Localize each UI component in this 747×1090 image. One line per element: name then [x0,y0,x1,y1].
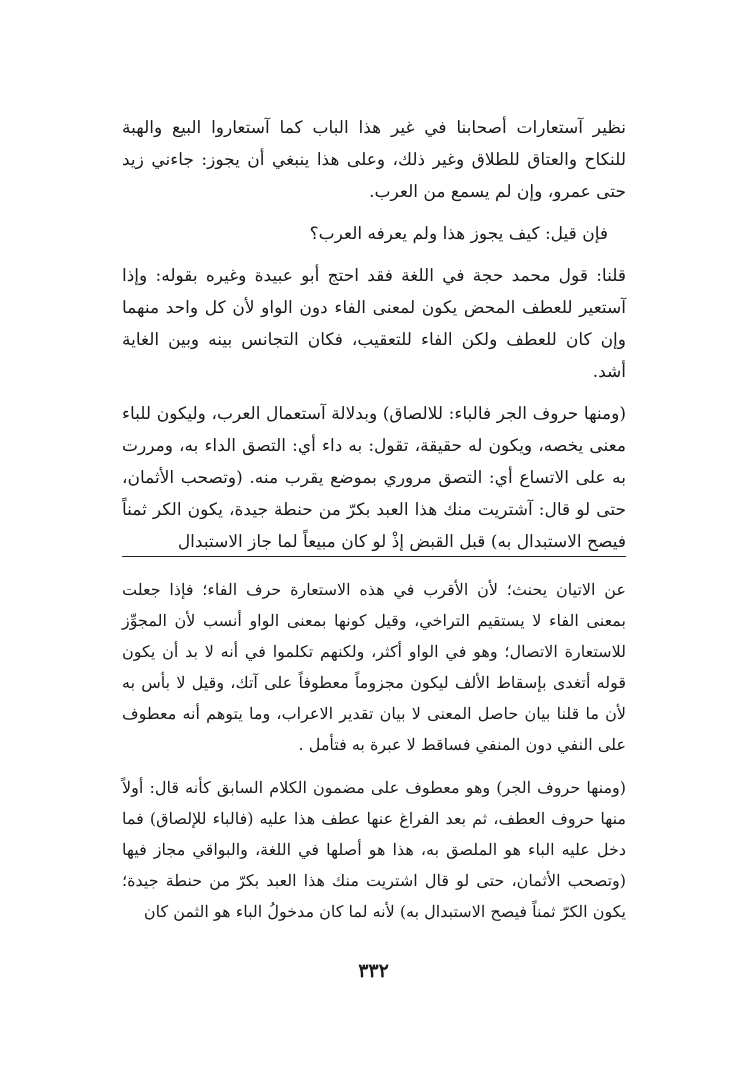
footnote-divider [122,556,626,557]
footnote-text [122,574,626,939]
main-paragraph-2: فإن قيل: كيف يجوز هذا ولم يعرفه العرب؟ [309,224,608,244]
footnote-paragraph-2: (ومنها حروف الجر) وهو معطوف على مضمون الكلام السابق كأنه قال: أولاً منها حروف العطف، ثم بعد الفراغ عنها عطف هذا عليه (فالباء للإلصاق) فما دخل عليه الباء هو الملصق به، هذا هو أصلها في اللغة، والبواقي مجاز فيها (وتصحب الأثمان، حتى لو قال اشتريت منك هذا العبد بكرّ من حنطة جيدة؛ يكون الكرّ ثمناً فيصح الاستبدال به) لأنه لما كان مدخولُ الباء هو الثمن كان [122,778,627,921]
main-paragraph-3: قلنا: قول محمد حجة في اللغة فقد احتج أبو عبيدة وغيره بقوله: وإذا آستعير للعطف المحض يكون لمعنى الفاء دون الواو لأن كل واحد منهما وإن كان للعطف ولكن الفاء للتعقيب، فكان التجانس بينه وبين الغاية أشد. [122,266,626,382]
page-number: ٣٣٢ [358,960,389,982]
main-paragraph-1: نظير آستعارات أصحابنا في غير هذا الباب كما آستعاروا البيع والهبة للنكاح والعتاق للطلاق وغير ذلك، وعلى هذا ينبغي أن يجوز: جاءني زيد حتى عمرو، وإن لم يسمع من العرب. [122,118,626,202]
main-paragraph-4: (ومنها حروف الجر فالباء: للالصاق) وبدلالة آستعمال العرب، وليكون للباء معنى يخصه، ويكون له حقيقة، تقول: به داء أي: التصق الداء به، ومررت به على الاتساع أي: التصق مروري بموضع يقرب منه. (وتصحب الأثمان، حتى لو قال: آشتريت منك هذا العبد بكرّ من حنطة جيدة، يكون الكر ثمناً فيصح الاستبدال به) قبل القبض إذْ لو كان مبيعاً لما جاز الاستبدال [122,404,626,552]
footnote-paragraph-1: عن الاتيان يحنث؛ لأن الأقرب في هذه الاستعارة حرف الفاء؛ فإذا جعلت بمعنى الفاء لا يستقيم التراخي، وقيل كونها بمعنى الواو أنسب لأن المجوِّز للاستعارة الاتصال؛ وهو في الواو أكثر، ولكنهم تكلموا في أنه لا بد أن يكون قوله أتغدى بإسقاط الألف ليكون مجزوماً معطوفاً على آتك، وقيل لا بأس به لأن ما قلنا بيان حاصل المعنى لا بيان تقدير الاعراب، وما يتوهم أنه معطوف على النفي دون المنفي فساقط لا عبرة به فتأمل . [122,580,626,754]
main-text [122,112,626,568]
